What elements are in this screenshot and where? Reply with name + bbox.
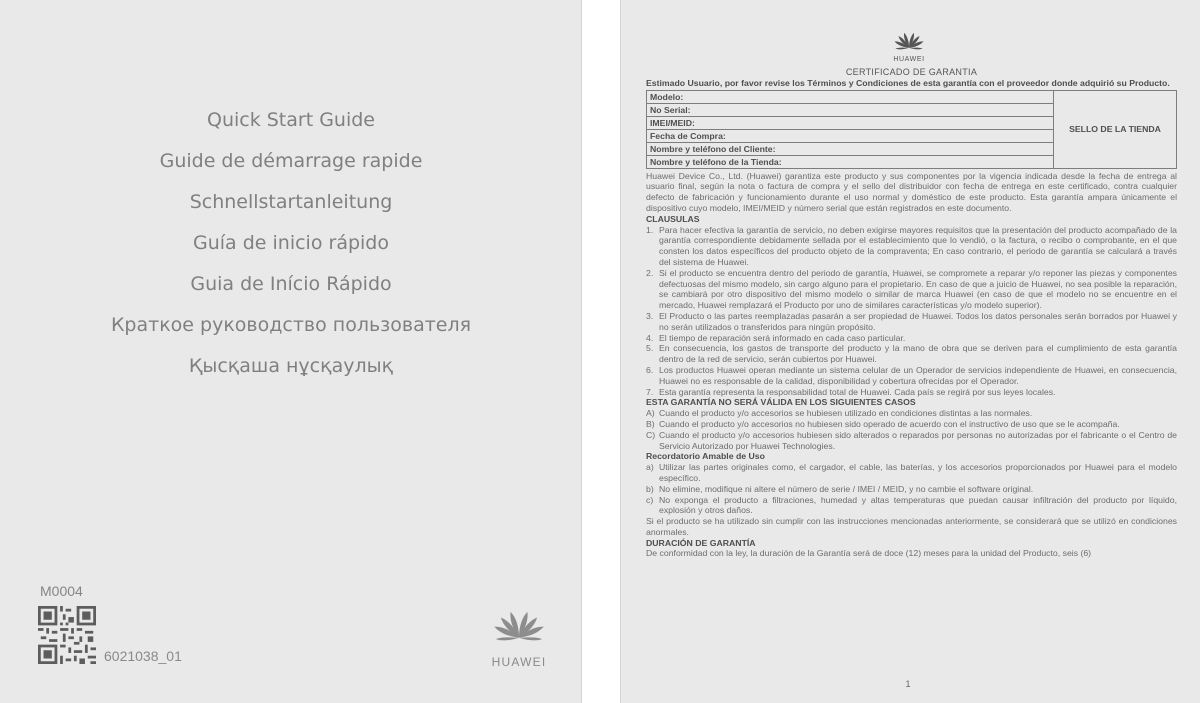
- clause-item: [646, 365, 1177, 387]
- form-field-purchase-date: Fecha de Compra:: [647, 129, 1054, 142]
- store-stamp-box: SELLO DE LA TIENDA: [1054, 90, 1177, 168]
- clause-text: El Producto o las partes reemplazadas pasarán a ser propiedad de Huawei. Todos los datos personales serán borrados por Huawei y no serán utilizados o transferidos para ningún propósito.: [659, 310, 1177, 332]
- cover-title-fr: Guide de démarrage rapide: [159, 150, 423, 172]
- clause-number: 7.: [646, 386, 654, 397]
- clause-text: Para hacer efectiva la garantía de servicio, no deben exigirse mayores requisitos que la presentación del producto acompañado de la garantía correspondiente debidamente sellada por el establecimiento que lo vendió, o la factura, o recibo o comprobante, en el que consten los datos específicos del producto objeto de la compraventa; En caso contrario, el periodo de garantía se calculará a través del sistema de Huawei.: [659, 224, 1177, 267]
- reminder-letter: c): [646, 494, 654, 505]
- clause-number: 4.: [646, 332, 654, 343]
- invalid-case-text: Cuando el producto y/o accesorios hubiesen sido alterados o reparados por personas no autorizadas por el fabricante o el Centro de Servicio Autorizado por Huawei Technologies.: [659, 429, 1177, 451]
- cover-page: [0, 0, 582, 703]
- clause-text: El tiempo de reparación será informado en cada caso particular.: [659, 332, 906, 343]
- clause-number: 2.: [646, 267, 654, 278]
- reminder-text: No elimine, modifique ni altere el número de serie / IMEI / MEID, y no cambie el software original.: [659, 483, 1034, 494]
- cover-title-pt: Guia de Início Rápido: [190, 273, 392, 295]
- clause-item: [646, 268, 1177, 311]
- clause-item: [646, 333, 1177, 344]
- warranty-document: [646, 67, 1177, 559]
- reminder-heading: Recordatorio Amable de Uso: [646, 451, 765, 462]
- invalid-case-item: [646, 430, 1177, 452]
- cover-title-ru: Краткое руководство пользователя: [110, 314, 472, 336]
- invalid-case-text: Cuando el producto y/o accesorios no hubiesen sido operado de acuerdo con el instructivo de uso que se le acompaña.: [659, 418, 1120, 429]
- invalid-case-item: [646, 419, 1177, 430]
- cover-title-es: Guía de inicio rápido: [193, 232, 389, 254]
- form-field-customer: Nombre y teléfono del Cliente:: [647, 142, 1054, 155]
- form-field-model: Modelo:: [647, 90, 1054, 103]
- warranty-brand-wordmark: HUAWEI: [893, 56, 925, 63]
- duration-heading: DURACIÓN DE GARANTÍA: [646, 537, 756, 548]
- clause-text: Esta garantía representa la responsabilidad total de Huawei. Cada país se regirá por sus leyes locales.: [659, 386, 1056, 397]
- model-code: M0004: [40, 583, 83, 599]
- clause-number: 5.: [646, 343, 654, 354]
- cover-title-kk: Қысқаша нұсқаулық: [188, 355, 394, 377]
- reminder-letter: b): [646, 483, 654, 494]
- reminder-item: [646, 484, 1177, 495]
- page-number: 1: [905, 679, 911, 689]
- clause-number: 1.: [646, 224, 654, 235]
- clause-item: [646, 225, 1177, 268]
- qr-code-icon: [38, 606, 96, 664]
- form-field-serial: No Serial:: [647, 103, 1054, 116]
- cover-title-de: Schnellstartanleitung: [189, 191, 393, 213]
- reminder-text: No exponga el producto a filtraciones, humedad y altas temperaturas que puedan causar infiltración del producto por líquido, explosión y otros daños.: [659, 494, 1177, 516]
- invalid-case-letter: C): [646, 429, 656, 440]
- clause-text: Si el producto se encuentra dentro del periodo de garantía, Huawei, se compromete a reparar y/o reponer las piezas y componentes defectuosas del mismo modelo, sin cargo alguno para el propietario. En caso de que a juicio de Huawei, no sea posible la reparación, se cambiará por otro dispositivo del mismo modelo o similar de marca Huawei (en caso de que el modelo no se encuentre en el mercado, Huawei remplazará el Producto por uno de similares características y/o modelo superior).: [659, 267, 1177, 311]
- clause-item: [646, 311, 1177, 333]
- invalid-case-item: [646, 408, 1177, 419]
- invalid-cases-heading: ESTA GARANTÍA NO SERÁ VÁLIDA EN LOS SIGUIENTES CASOS: [646, 397, 916, 408]
- clause-text: Los productos Huawei operan mediante un sistema celular de un Operador de servicios independiente de Huawei, en consecuencia, Huawei no es responsable de la calidad, disponibilidad y cobertura ofrecidas por el Operador.: [659, 364, 1177, 386]
- reminder-letter: a): [646, 462, 654, 473]
- clauses-heading: CLAUSULAS: [646, 213, 700, 224]
- form-field-imei: IMEI/MEID:: [647, 116, 1054, 129]
- warranty-brand-logo: [886, 30, 932, 63]
- reminder-item: [646, 495, 1177, 517]
- warranty-intro: Estimado Usuario, por favor revise los Términos y Condiciones de esta garantía con el proveedor donde adquirió su Producto.: [646, 77, 1170, 88]
- huawei-flower-logo-icon: [892, 30, 926, 52]
- invalid-case-letter: B): [646, 418, 655, 429]
- reminder-text: Utilizar las partes originales como, el cargador, el cable, las baterías, y los accesorios proporcionados por Huawei para el modelo específico.: [659, 462, 1177, 483]
- invalid-case-text: Cuando el producto y/o accesorios se hubiesen utilizado en condiciones distintas a las normales.: [659, 408, 1033, 419]
- cover-title-en: Quick Start Guide: [206, 109, 375, 131]
- cover-title-list: [0, 104, 582, 391]
- closing-paragraph: Si el producto se ha utilizado sin cumplir con las instrucciones mencionadas anteriormente, se considerará que se utilizó en condiciones anormales.: [646, 516, 1177, 537]
- duration-text: De conformidad con la ley, la duración de la Garantía será de doce (12) meses para la unidad del Producto, seis (6): [646, 548, 1092, 559]
- invalid-case-letter: A): [646, 408, 655, 419]
- huawei-flower-logo-icon: [490, 604, 548, 648]
- warranty-form-table: [646, 90, 1177, 169]
- clause-number: 3.: [646, 310, 654, 321]
- brand-wordmark: HUAWEI: [491, 655, 547, 669]
- warranty-title: CERTIFICADO DE GARANTIA: [845, 67, 978, 77]
- clause-item: [646, 387, 1177, 398]
- form-field-store: Nombre y teléfono de la Tienda:: [647, 155, 1054, 168]
- clause-number: 6.: [646, 364, 654, 375]
- reminder-item: [646, 462, 1177, 484]
- part-number: 6021038_01: [104, 648, 182, 664]
- clause-item: [646, 343, 1177, 365]
- warranty-paragraph: Huawei Device Co., Ltd. (Huawei) garantiza este producto y sus componentes por la vigencia indicada desde la fecha de entrega al usuario final, según la nota o factura de compra y el sello del distribuidor con fecha de entrega en este certificado, contra cualquier defecto de fabricación y funcionamiento durante el uso normal y doméstico de este producto. Esta garantía ampara únicamente el dispositivo cuyo modelo, IMEI/MEID y número serial que están registrados en este documento.: [646, 170, 1177, 213]
- clause-text: En consecuencia, los gastos de transporte del producto y la mano de obra que se deriven para el cumplimiento de esta garantía dentro de la red de servicio, serán cubiertos por Huawei.: [659, 343, 1177, 365]
- brand-logo: [490, 604, 548, 669]
